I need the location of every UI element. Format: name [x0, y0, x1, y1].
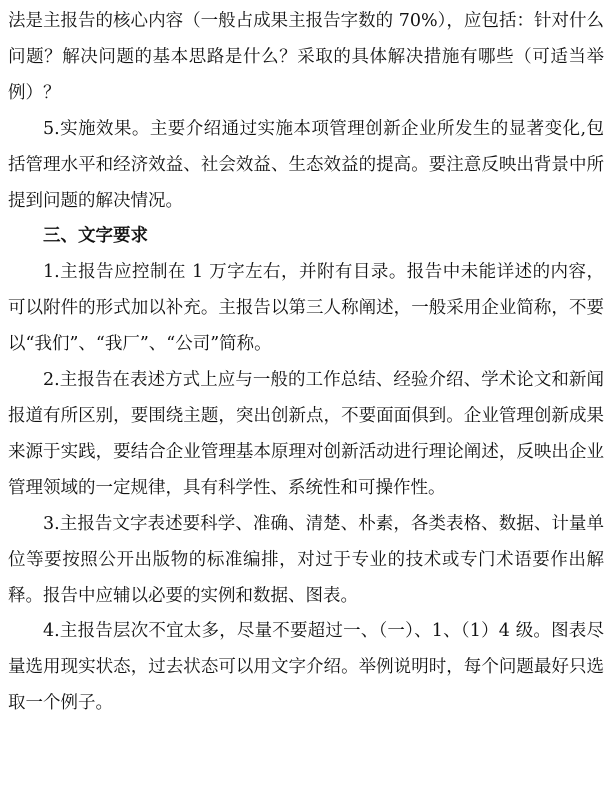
- paragraph-method-continuation: 法是主报告的核心内容（一般占成果主报告字数的 70%），应包括：针对什么问题？解决问题的基本思路是什么？采取的具体解决措施有哪些（可适当举例）？: [8, 11, 604, 103]
- section-heading-text-requirements: 三、文字要求: [43, 226, 148, 247]
- paragraph-implementation-effect: 5.实施效果。主要介绍通过实施本项管理创新企业所发生的显著变化,包括管理水平和经济效益、社会效益、生态效益的提高。要注意反映出背景中所提到问题的解决情况。: [8, 118, 604, 211]
- paragraph-requirement-1: 1.主报告应控制在 1 万字左右，并附有目录。报告中未能详述的内容，可以附件的形式加以补充。主报告以第三人称阐述，一般采用企业简称，不要以“我们”、“我厂”、“公司”简称。: [8, 262, 604, 355]
- paragraph-requirement-4: 4.主报告层次不宜太多，尽量不要超过一、（一）、1、（1）4 级。图表尽量选用现实状态，过去状态可以用文字介绍。举例说明时，每个问题最好只选取一个例子。: [8, 621, 604, 714]
- paragraph-requirement-2: 2.主报告在表述方式上应与一般的工作总结、经验介绍、学术论文和新闻报道有所区别，要围绕主题，突出创新点，不要面面俱到。企业管理创新成果来源于实践，要结合企业管理基本原理对创新活动进行理论阐述，反映出企业管理领域的一定规律，具有科学性、系统性和可操作性。: [8, 370, 604, 498]
- paragraph-requirement-3: 3.主报告文字表述要科学、准确、清楚、朴素，各类表格、数据、计量单位等要按照公开出版物的标准编排，对过于专业的技术或专门术语要作出解释。报告中应辅以必要的实例和数据、图表。: [8, 513, 604, 606]
